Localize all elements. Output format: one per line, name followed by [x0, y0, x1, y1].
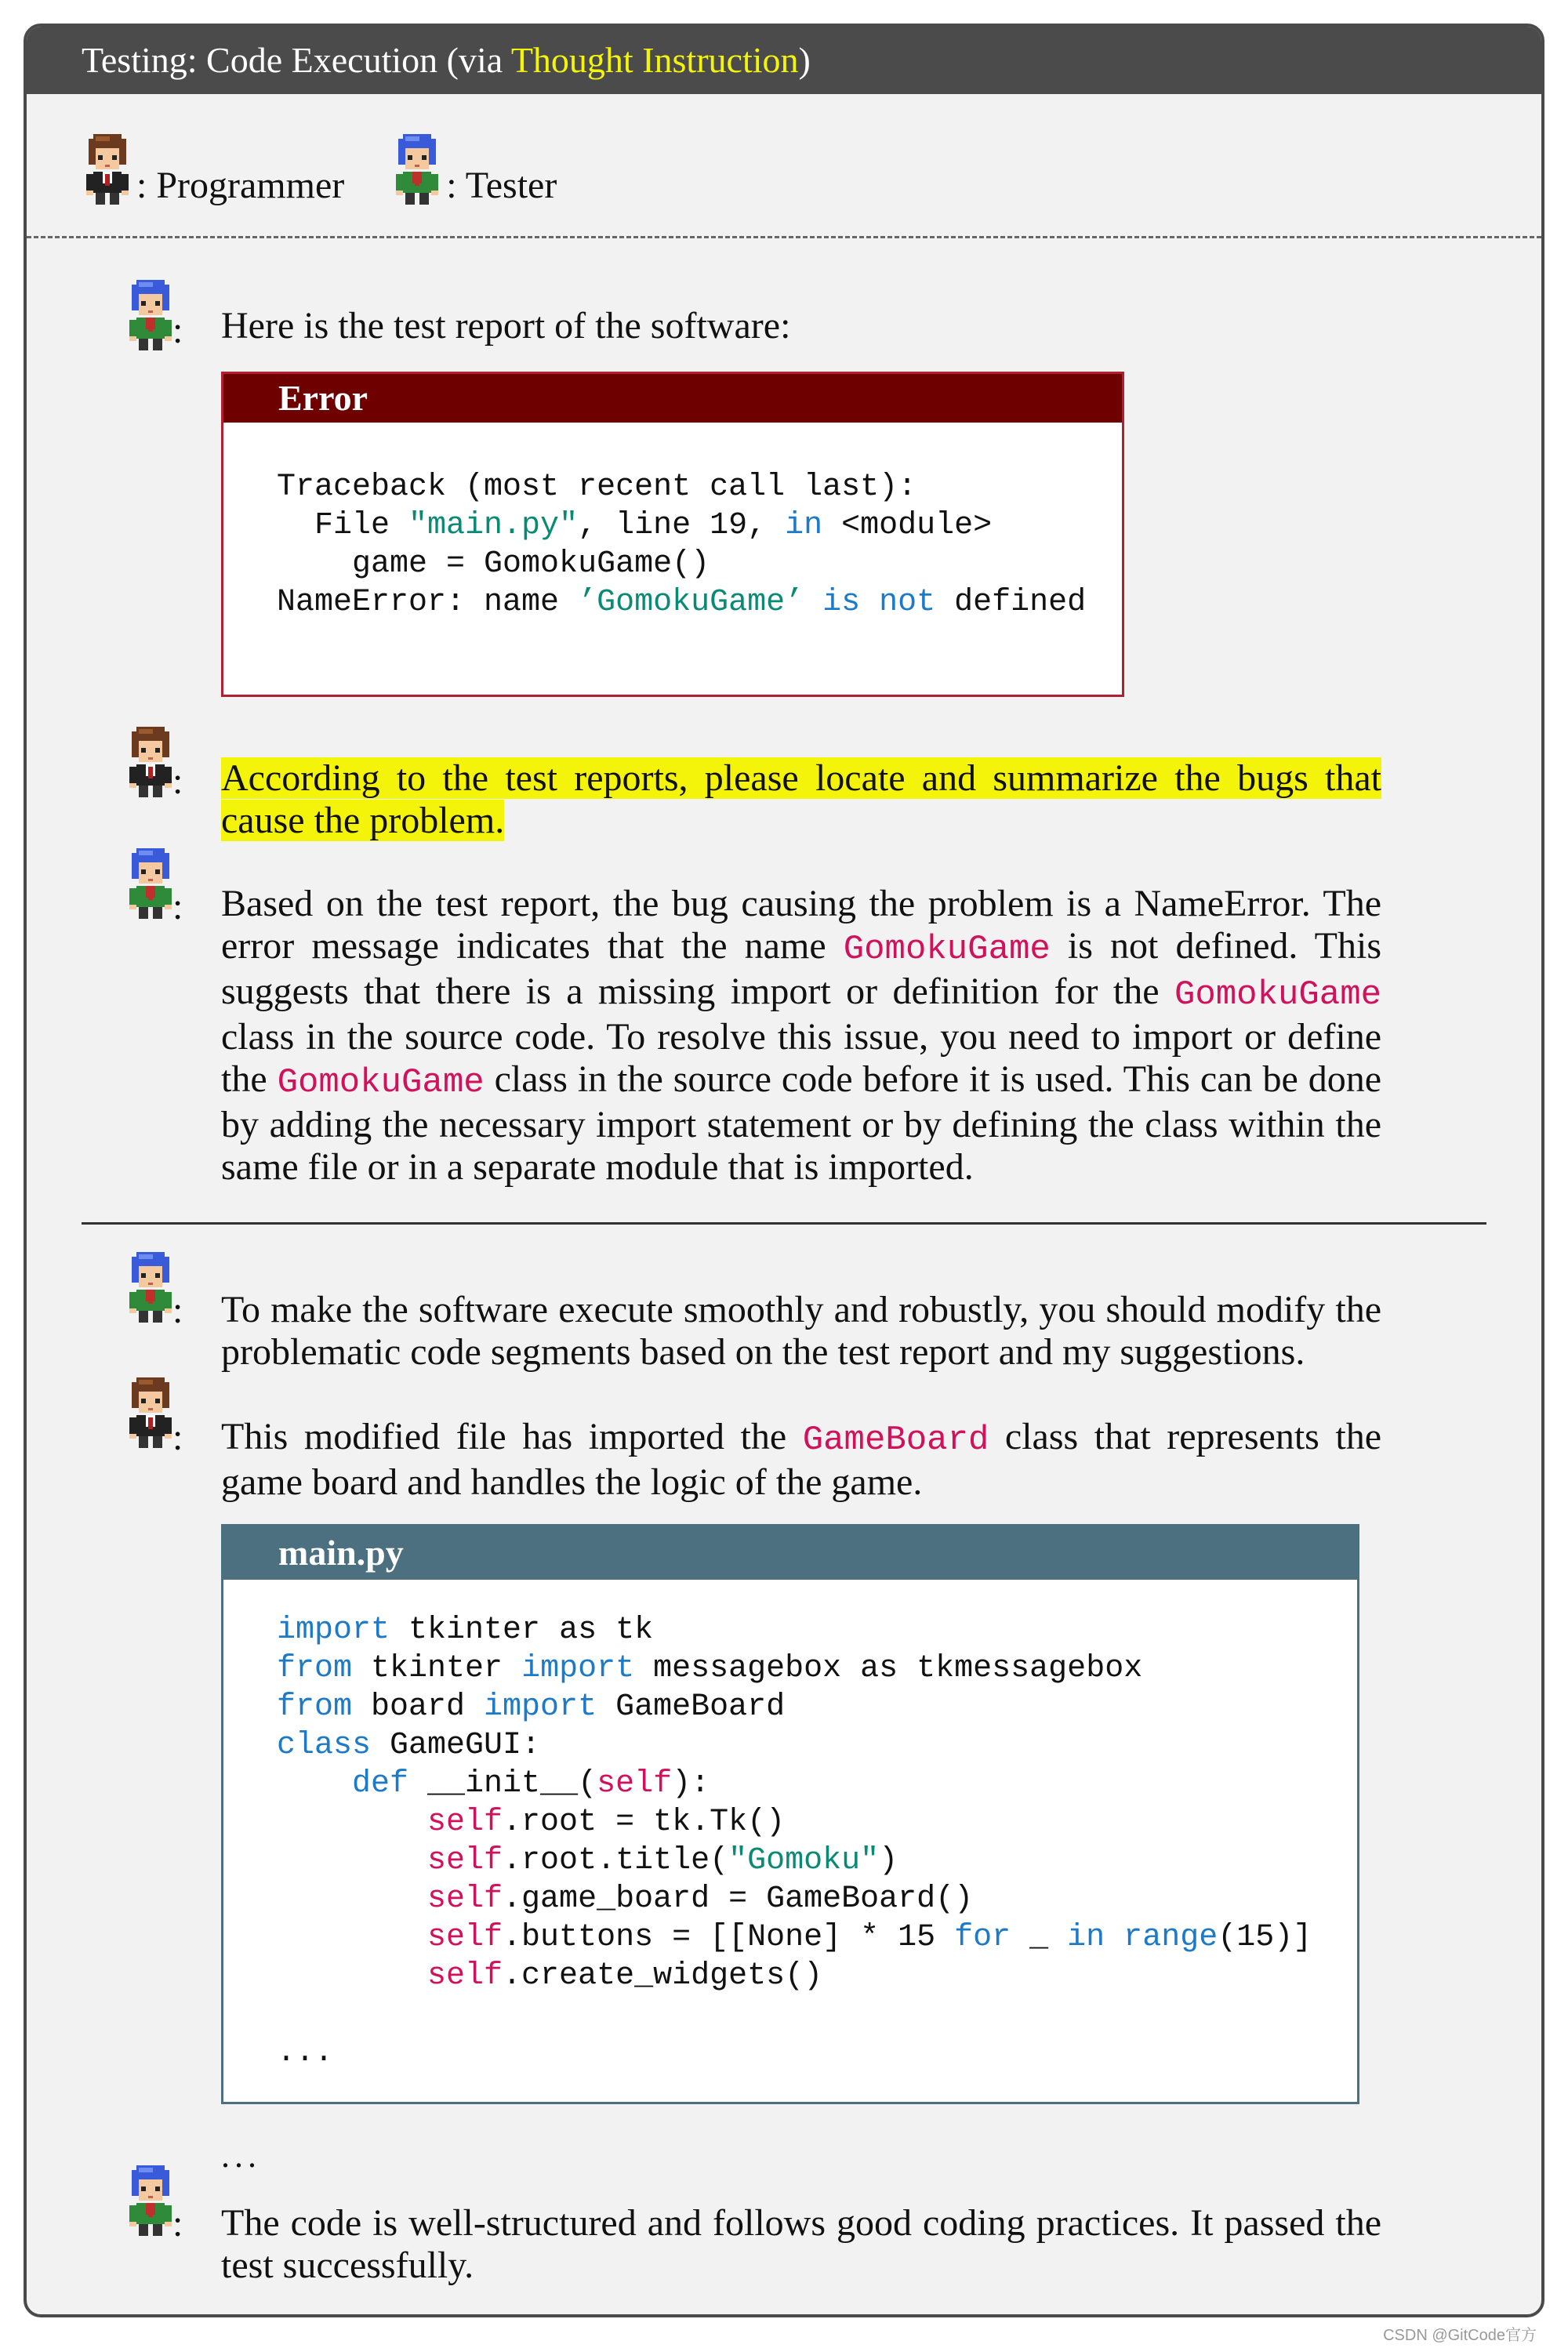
tester-avatar-icon — [391, 132, 443, 207]
code-box-title: main.py — [223, 1526, 1357, 1580]
message-tester-1: Here is the test report of the software: — [221, 305, 791, 347]
message-tester-2: Based on the test report, the bug causing the problem is a NameError. The error message indicates that the name GomokuGame is not defined. This suggests that there is a missing import or definition for the GomokuGame class in the source code. To resolve this issue, you need to import or define the GomokuGame class in the source code before it is used. This can be done by adding the necessary import statement or by defining the class within the same file or in a separate module that is imported. — [221, 883, 1382, 1188]
error-box-title: Error — [223, 374, 1122, 423]
message-programmer-1 — [221, 757, 1381, 842]
message-tester-4: The code is well-structured and follows good coding practices. It passed the test successfully. — [221, 2202, 1381, 2286]
highlighted-instruction: According to the test reports, please locate and summarize the bugs that cause the problem. — [221, 757, 1381, 841]
programmer-avatar-icon — [125, 1375, 176, 1450]
dashed-divider — [27, 236, 1541, 238]
programmer-avatar-icon — [125, 724, 176, 800]
error-traceback: Traceback (most recent call last): File "main.py", line 19, in <module> game = GomokuGame() NameError: name ’GomokuGame’ is not defined — [277, 470, 1087, 620]
title-highlight: Thought Instruction — [510, 40, 799, 80]
code-box — [221, 1524, 1359, 2104]
message-tester-3: To make the software execute smoothly and robustly, you should modify the problematic code segments based on the test report and my suggestions. — [221, 1289, 1381, 1373]
error-box — [221, 372, 1124, 697]
programmer-label: : Programmer — [136, 165, 345, 206]
role-legend — [82, 129, 604, 207]
tester-avatar-icon — [125, 846, 176, 921]
tester-avatar-icon — [125, 1250, 176, 1325]
legend-tester — [391, 132, 557, 207]
panel-title: Testing: Code Execution (via Thought Instruction) — [27, 27, 1541, 94]
tester-avatar-icon — [125, 278, 176, 353]
tester-avatar-icon — [125, 2163, 176, 2238]
trailing-ellipsis: ... — [221, 2136, 261, 2175]
tester-label: : Tester — [446, 165, 557, 206]
section-divider — [82, 1222, 1486, 1225]
message-programmer-2: This modified file has imported the GameBoard class that represents the game board and handles the logic of the game. — [221, 1416, 1382, 1503]
programmer-avatar-icon — [82, 132, 133, 207]
watermark: CSDN @GitCode官方 — [1383, 2327, 1537, 2344]
code-listing: import tkinter as tk from tkinter import messagebox as tkmessagebox from board import GameBoard class GameGUI: def __init__(self): self.root = tk.Tk() self.root.title("Gomoku") self.game_board = GameBoard() self.buttons = [[None] * 15 for _ in range(15)] self.create_widgets() ... — [277, 1613, 1312, 2070]
conversation-panel: Testing: Code Execution (via Thought Instruction) : Programmer : Tester : Here is the test report of the software: Error Traceback (most recent call last): File "main.py", line 19, in <module> game = GomokuGame() NameError: name ’GomokuGame’ is not defined : According to the test reports, please locate and summarize the bugs that cause the problem. : Based on the test report, the bug causing the problem is a NameError. The error message indicates that the name GomokuGame is not defined. This suggests that there is a missing import or definition for the GomokuGame class in the source code. To resolve this issue, you need to import or define the GomokuGame class in the source code before it is used. This can be done by adding the necessary import statement or by defining the class within the same file or in a separate module that is imported. : To make the software execute smoothly and robustly, you should modify the problematic code segments based on the test report and my suggestions. : This modified file has imported the GameBoard class that represents the game board and handles the logic of the game. main.py import tkinter as tk from tkinter import messagebox as tkmessagebox from board import GameBoard class GameGUI: def __init__(self): self.root = tk.Tk() self.root.title("Gomoku") self.game_board = GameBoard() self.buttons = [[None] * 15 for _ in range(15)] self.create_widgets() ... ... : The code is well-structured and follows good coding practices. It passed the test successfully. — [24, 24, 1544, 2317]
legend-programmer — [82, 132, 344, 207]
